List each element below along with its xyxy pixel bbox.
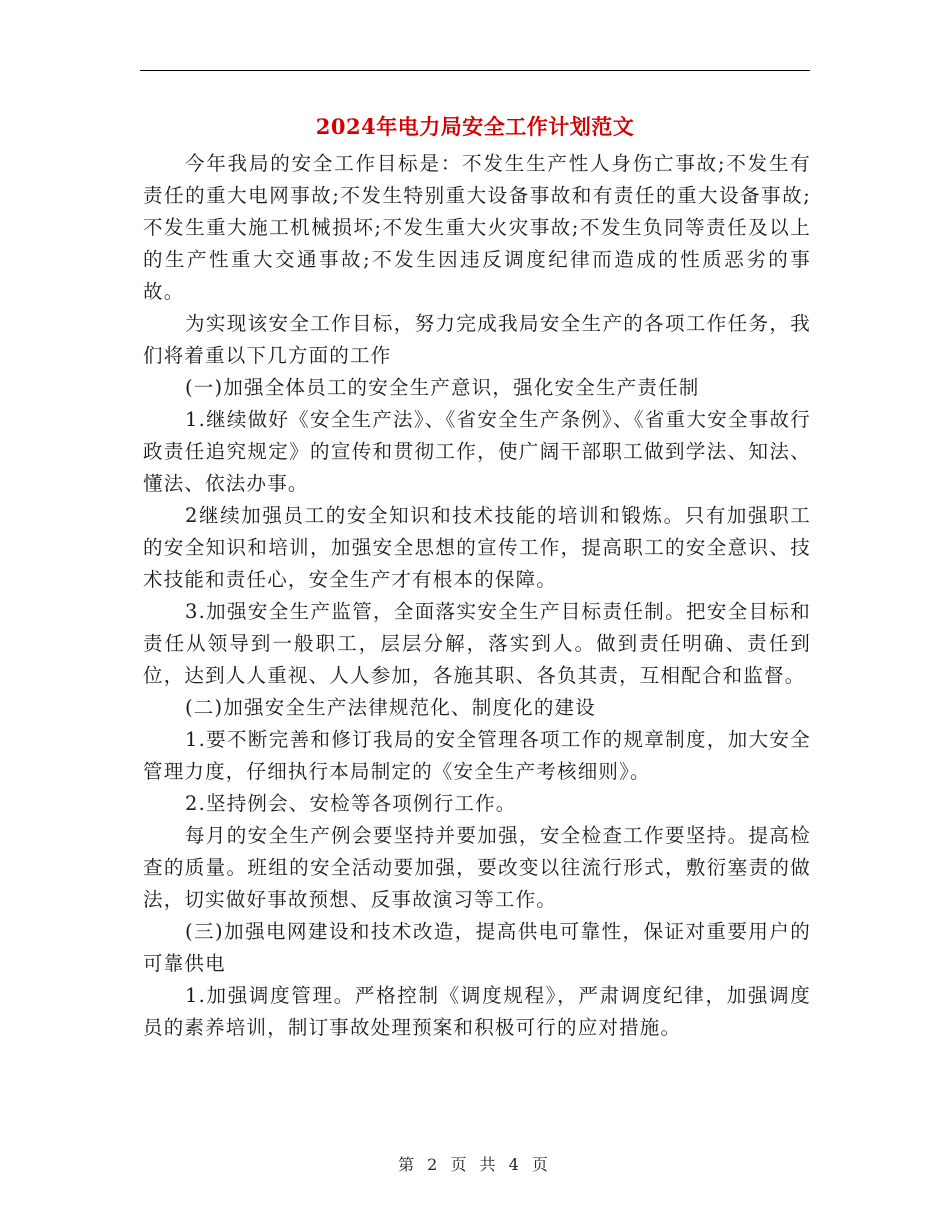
header-rule: [140, 70, 810, 71]
paragraph-intro: 为实现该安全工作目标，努力完成我局安全生产的各项工作任务，我们将着重以下几方面的工作: [143, 312, 811, 367]
paragraph-item: 每月的安全生产例会要坚持并要加强，安全检查工作要坚持。提高检查的质量。班组的安全活动要加强，要改变以往流行形式，敷衍塞责的做法，切实做好事故预想、反事故演习等工作。: [143, 824, 811, 911]
paragraph-item: 1.继续做好《安全生产法》、《省安全生产条例》、《省重大安全事故行政责任追究规定》的宣传和贯彻工作，使广阔干部职工做到学法、知法、懂法、依法办事。: [143, 408, 811, 495]
paragraph-item: 1.要不断完善和修订我局的安全管理各项工作的规章制度，加大安全管理力度，仔细执行本局制定的《安全生产考核细则》。: [143, 728, 811, 783]
section-heading-1: (一)加强全体员工的安全生产意识，强化安全生产责任制: [185, 376, 700, 399]
paragraph-item: 3.加强安全生产监管，全面落实安全生产目标责任制。把安全目标和责任从领导到一般职工，层层分解，落实到人。做到责任明确、责任到位，达到人人重视、人人参加，各施其职、各负其责，互相配合和监督。: [143, 600, 811, 687]
section-heading-2: (二)加强安全生产法律规范化、制度化的建设: [185, 696, 596, 719]
paragraph-goals: 今年我局的安全工作目标是：不发生生产性人身伤亡事故;不发生有责任的重大电网事故;不发生特别重大设备事故和有责任的重大设备事故;不发生重大施工机械损坏;不发生重大火灾事故;不发生负同等责任及以上的生产性重大交通事故;不发生因违反调度纪律而造成的性质恶劣的事故。: [143, 152, 811, 303]
document-body: [143, 148, 811, 1044]
section-heading-3: (三)加强电网建设和技术改造，提高供电可靠性，保证对重要用户的可靠供电: [143, 920, 811, 975]
paragraph-item: 1.加强调度管理。严格控制《调度规程》，严肃调度纪律，加强调度员的素养培训，制订事故处理预案和积极可行的应对措施。: [143, 984, 811, 1039]
paragraph-item: 2.坚持例会、安检等各项例行工作。: [185, 792, 517, 815]
page-number-footer: 第 2 页 共 4 页: [398, 1155, 552, 1174]
paragraph-item: 2继续加强员工的安全知识和技术技能的培训和锻炼。只有加强职工的安全知识和培训，加强安全思想的宣传工作，提高职工的安全意识、技术技能和责任心，安全生产才有根本的保障。: [143, 504, 811, 591]
document-title: 2024年电力局安全工作计划范文: [315, 114, 635, 139]
